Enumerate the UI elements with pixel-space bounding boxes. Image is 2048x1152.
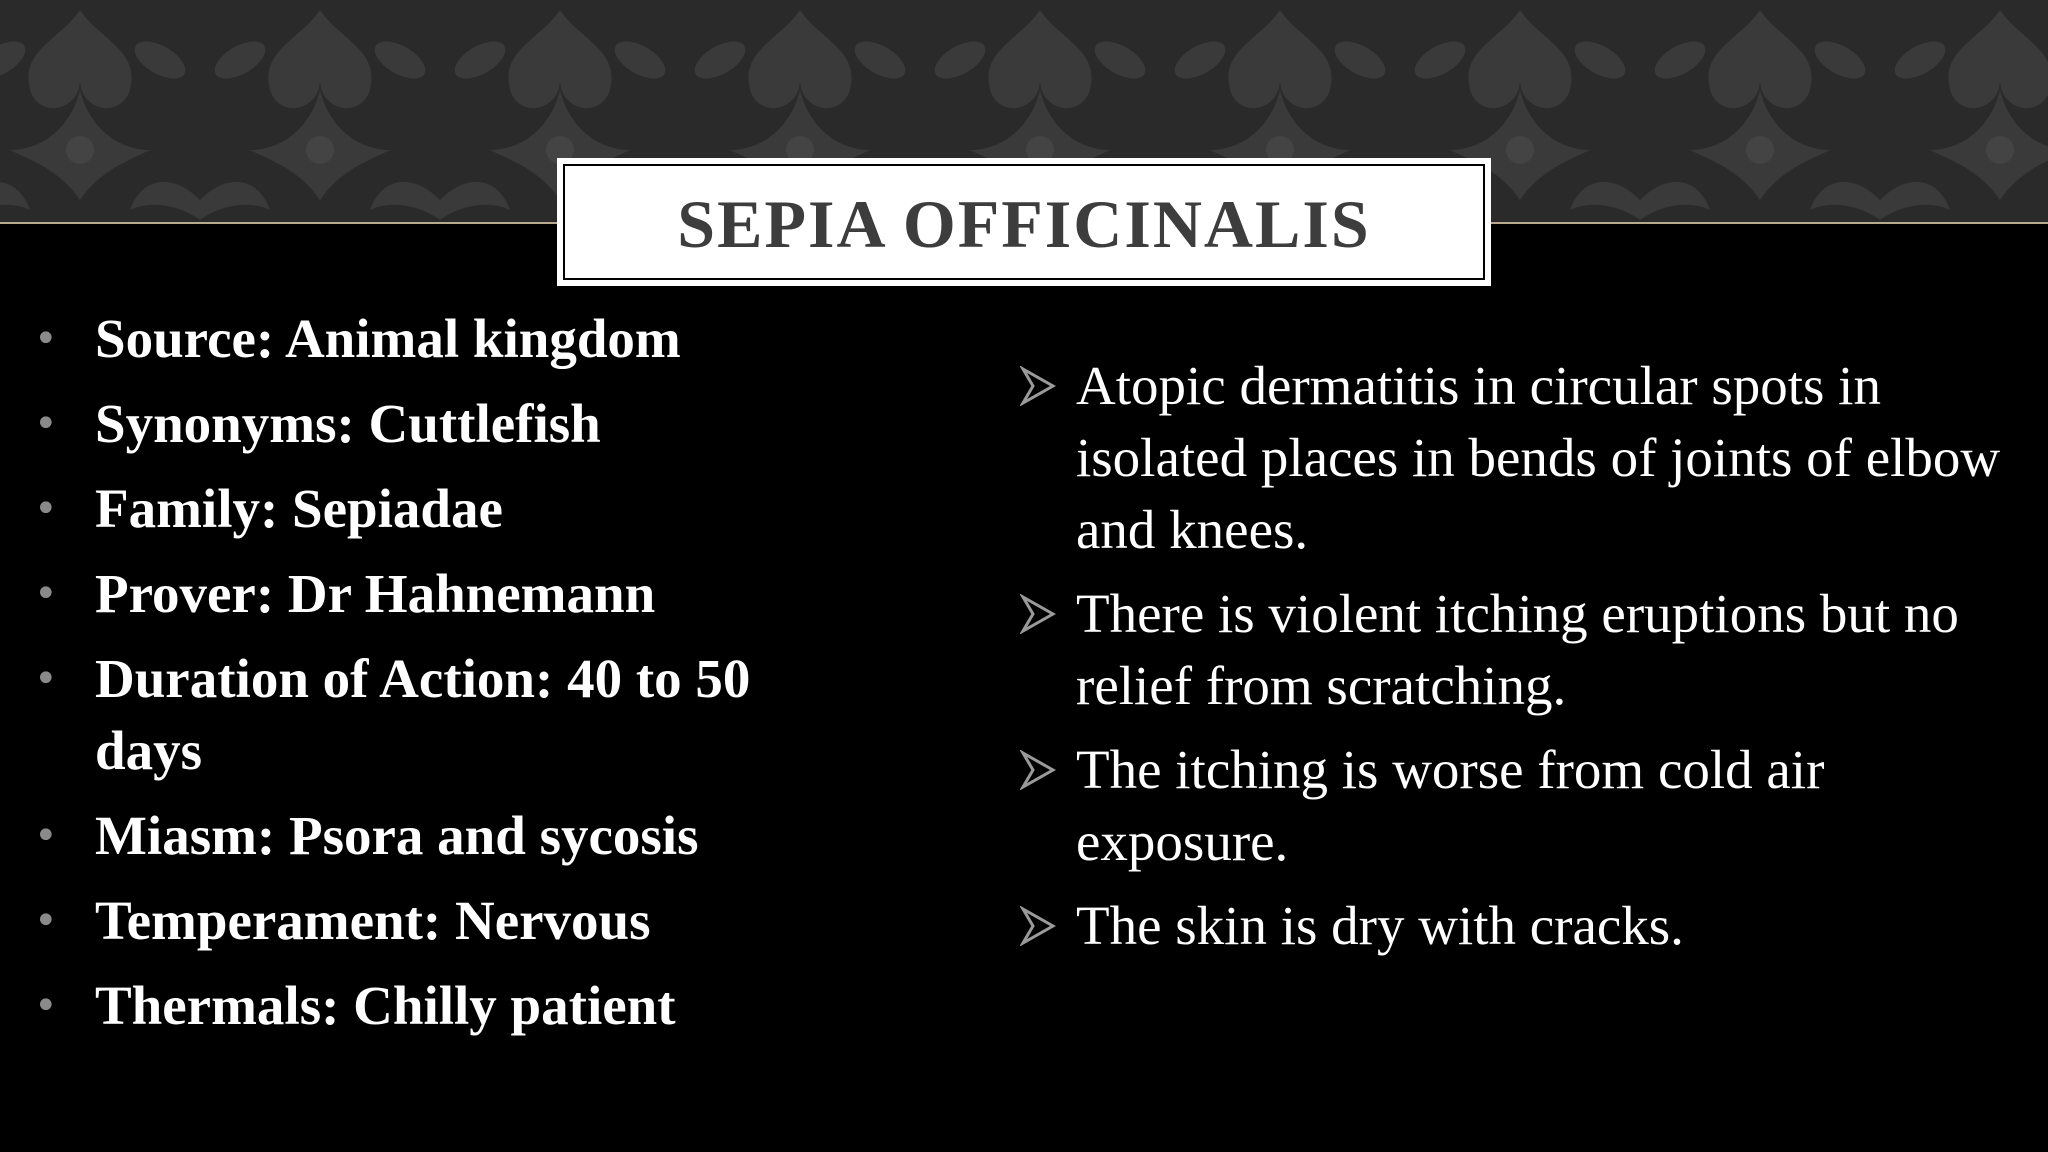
arrow-bullet-icon bbox=[1020, 594, 1056, 634]
list-item bbox=[34, 970, 854, 1042]
arrow-bullet-icon bbox=[1020, 906, 1056, 946]
list-item bbox=[34, 643, 854, 787]
list-item bbox=[1020, 578, 2020, 722]
page-title: SEPIA OFFICINALIS bbox=[677, 185, 1371, 262]
list-item-text: Thermals: Chilly patient bbox=[95, 975, 676, 1036]
list-item bbox=[34, 473, 854, 545]
list-item bbox=[1020, 890, 2020, 962]
dot-icon: • bbox=[34, 571, 58, 617]
list-item bbox=[34, 558, 854, 630]
dot-icon: • bbox=[34, 401, 58, 447]
list-item bbox=[34, 800, 854, 872]
dot-icon: • bbox=[34, 486, 58, 532]
dot-icon: • bbox=[34, 983, 58, 1029]
list-item-text: Atopic dermatitis in circular spots in isolated places in bends of joints of elbow and knees. bbox=[1076, 355, 2001, 560]
dot-icon: • bbox=[34, 656, 58, 702]
dot-icon: • bbox=[34, 898, 58, 944]
right-bullet-list bbox=[1020, 350, 2020, 974]
list-item bbox=[1020, 350, 2020, 566]
list-item-text: Family: Sepiadae bbox=[95, 478, 503, 539]
dot-icon: • bbox=[34, 316, 58, 362]
list-item bbox=[34, 303, 854, 375]
list-item-text: Temperament: Nervous bbox=[95, 890, 651, 951]
arrow-bullet-icon bbox=[1020, 366, 1056, 406]
list-item-text: Source: Animal kingdom bbox=[95, 308, 681, 369]
dot-icon: • bbox=[34, 813, 58, 859]
list-item bbox=[34, 388, 854, 460]
title-box bbox=[557, 158, 1491, 286]
list-item bbox=[1020, 734, 2020, 878]
list-item-text: The skin is dry with cracks. bbox=[1076, 895, 1684, 956]
list-item bbox=[34, 885, 854, 957]
list-item-text: Synonyms: Cuttlefish bbox=[95, 393, 601, 454]
list-item-text: The itching is worse from cold air exposure. bbox=[1076, 739, 1825, 872]
list-item-text: Miasm: Psora and sycosis bbox=[95, 805, 699, 866]
list-item-text: There is violent itching eruptions but no relief from scratching. bbox=[1076, 583, 1959, 716]
left-bullet-list bbox=[34, 303, 854, 1055]
list-item-text: Prover: Dr Hahnemann bbox=[95, 563, 656, 624]
list-item-text: Duration of Action: 40 to 50 days bbox=[95, 648, 751, 781]
arrow-bullet-icon bbox=[1020, 750, 1056, 790]
